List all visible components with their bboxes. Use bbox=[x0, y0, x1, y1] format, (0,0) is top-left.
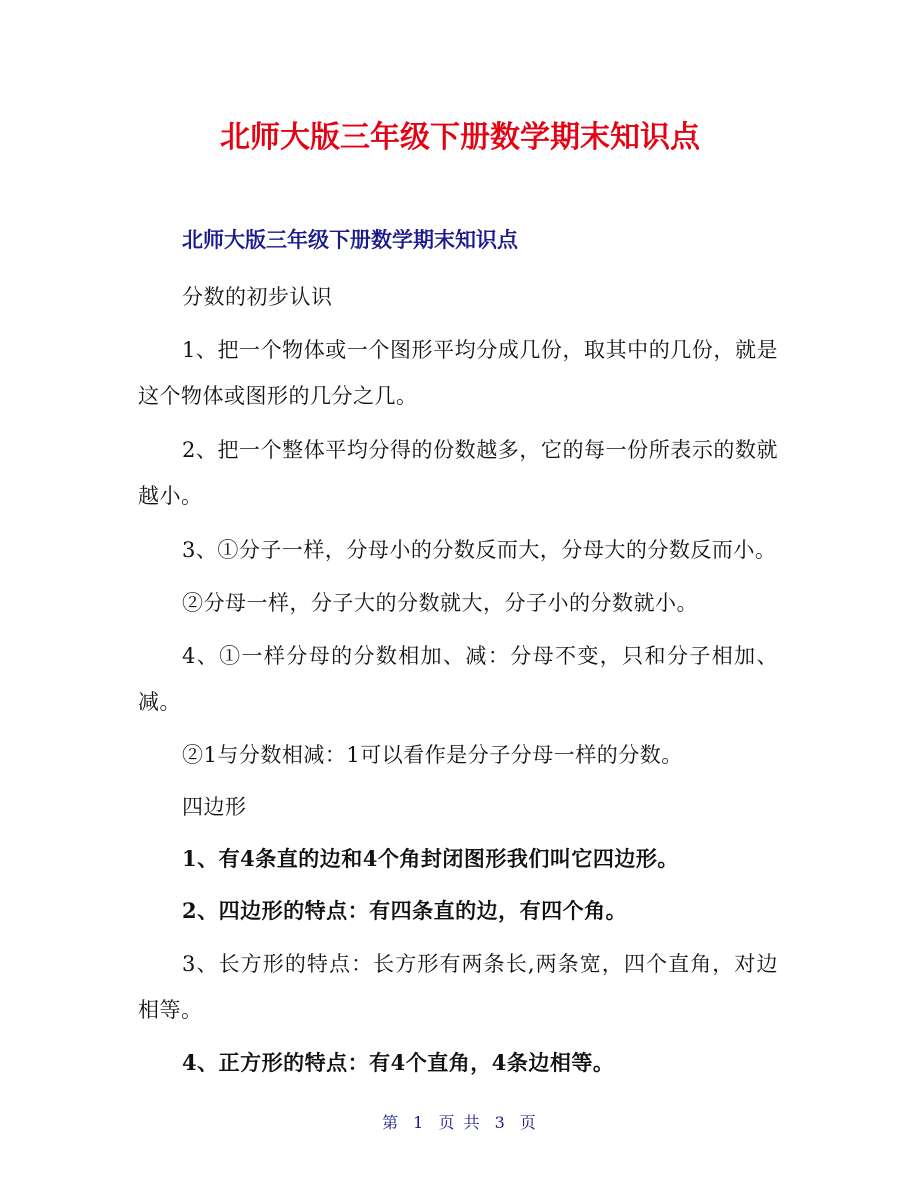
paragraph-fraction-point-4a: 4、①一样分母的分数相加、减：分母不变，只和分子相加、减。 bbox=[138, 644, 778, 714]
paragraph-fraction-point-3a: 3、①分子一样，分母小的分数反而大，分母大的分数反而小。 bbox=[182, 538, 777, 562]
paragraph-quadrilateral-heading: 四边形 bbox=[182, 795, 247, 819]
footer-prefix: 第 bbox=[382, 1113, 401, 1132]
paragraph-quadrilateral-point-1: 1、有4条直的边和4个角封闭图形我们叫它四边形。 bbox=[182, 846, 679, 871]
footer-current-page: 1 bbox=[413, 1113, 426, 1132]
section-title: 北师大版三年级下册数学期末知识点 bbox=[182, 228, 518, 252]
footer-suffix: 页 bbox=[519, 1113, 538, 1132]
paragraph-quadrilateral-point-4: 4、正方形的特点：有4个直角，4条边相等。 bbox=[182, 1050, 615, 1075]
paragraph-fraction-point-3b: ②分母一样，分子大的分数就大，分子小的分数就小。 bbox=[182, 591, 698, 615]
paragraph-quadrilateral-point-3: 3、长方形的特点：长方形有两条长,两条宽，四个直角，对边相等。 bbox=[138, 952, 778, 1022]
paragraph-fraction-point-4b: ②1与分数相减：1可以看作是分子分母一样的分数。 bbox=[182, 743, 683, 767]
paragraph-fraction-point-1: 1、把一个物体或一个图形平均分成几份，取其中的几份，就是这个物体或图形的几分之几。 bbox=[138, 338, 778, 408]
page-footer bbox=[0, 1111, 920, 1135]
footer-mid: 页 共 bbox=[438, 1113, 482, 1132]
paragraph-fraction-point-2: 2、把一个整体平均分得的份数越多，它的每一份所表示的数就越小。 bbox=[138, 438, 778, 508]
footer-total-pages: 3 bbox=[494, 1113, 507, 1132]
paragraph-fraction-heading: 分数的初步认识 bbox=[182, 285, 333, 309]
document-title: 北师大版三年级下册数学期末知识点 bbox=[220, 120, 700, 155]
paragraph-quadrilateral-point-2: 2、四边形的特点：有四条直的边，有四个角。 bbox=[182, 898, 628, 923]
document-body bbox=[138, 275, 778, 1093]
